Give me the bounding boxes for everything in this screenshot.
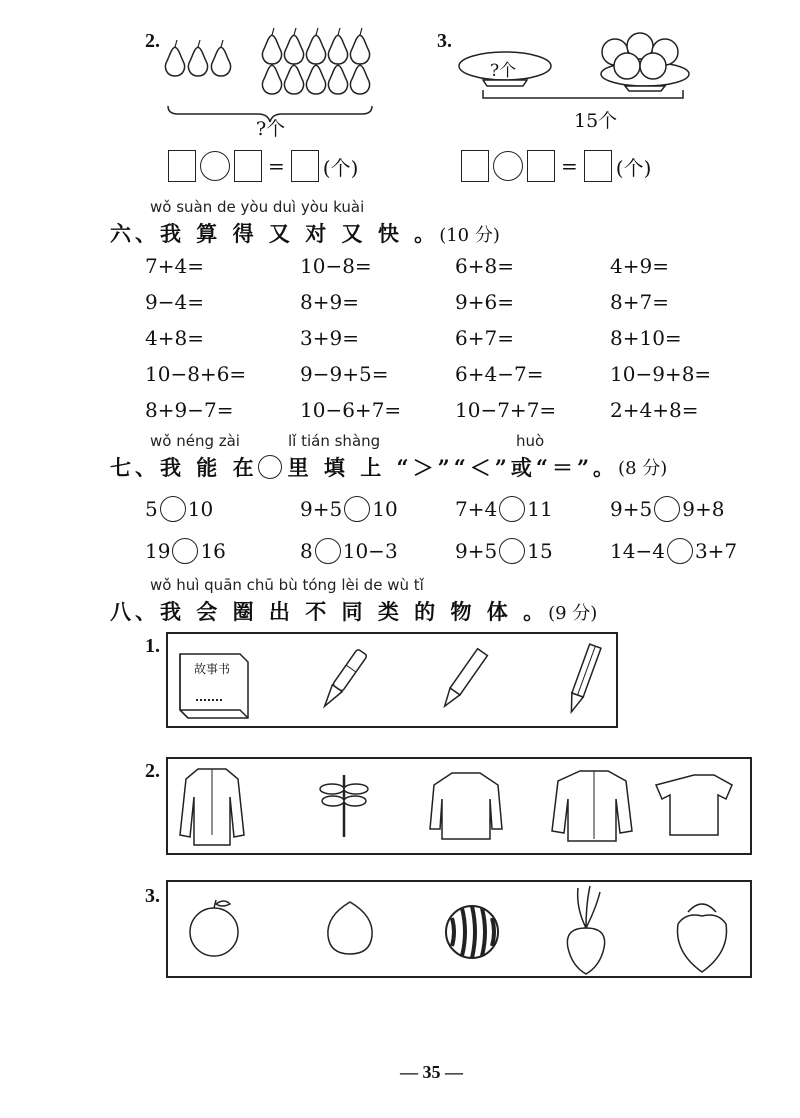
operator-circle[interactable] [200,151,230,181]
comparison-item [145,496,213,522]
group2-items [168,759,750,853]
equation[interactable]: 4+8= [145,326,204,350]
equation[interactable]: 4+9= [610,254,669,278]
compare-circle[interactable] [344,496,370,522]
pencil-2-icon[interactable] [566,644,601,714]
equation[interactable]: 8+10= [610,326,682,350]
fountain-pen-icon[interactable] [320,649,368,710]
section8-score: (9 分) [548,603,598,624]
unit-label: (个) [322,155,359,180]
comparison-right: 11 [527,497,553,521]
section7-score: (8 分) [618,458,668,479]
watermelon-icon[interactable] [446,906,498,958]
equation[interactable]: 6+7= [455,326,514,350]
compare-circle[interactable] [315,538,341,564]
section6-pinyin: wǒ suàn de yòu duì yòu kuài [150,198,365,216]
comparison-right: 15 [527,539,553,563]
group3-items [168,882,750,976]
comparison-right: 9+8 [682,497,725,521]
compare-circle[interactable] [654,496,680,522]
compare-circle[interactable] [499,538,525,564]
equation[interactable]: 9−4= [145,290,204,314]
comparison-right: 10 [372,497,398,521]
comparison-left: 19 [145,539,171,563]
storybook-title: 故事书 [194,662,231,676]
answer-box[interactable] [527,150,555,182]
section6-title: 六、我 算 得 又 对 又 快 。(10 分) [110,221,500,246]
group3-number: 3. [145,885,160,907]
equation[interactable]: 9+6= [455,290,514,314]
operator-circle[interactable] [493,151,523,181]
comparison-left: 9+5 [610,497,653,521]
equation[interactable]: 10−8= [300,254,372,278]
comparison-item [300,496,398,522]
circle-symbol-icon [258,455,282,479]
strawberry-icon[interactable] [678,904,727,972]
comparison-right: 10 [187,497,214,521]
compare-circle[interactable] [172,538,198,564]
comparison-right: 3+7 [694,539,738,563]
comparison-right: 16 [200,539,226,563]
answer-box[interactable] [291,150,319,182]
comparison-left: 7+4 [455,497,498,521]
leather-jacket-icon[interactable] [552,771,632,841]
compare-circle[interactable] [667,538,693,564]
equation[interactable]: 3+9= [300,326,359,350]
group1-number: 1. [145,635,160,657]
equation[interactable]: 8+9−7= [145,398,234,422]
section8-title: 八、我 会 圈 出 不 同 类 的 物 体 。(9 分) [110,599,598,624]
peach-icon[interactable] [328,902,372,954]
group2-frame [166,757,752,855]
apple-icon[interactable] [190,900,238,956]
q3-number: 3. [437,30,452,52]
group2-number: 2. [145,760,160,782]
comparison-left: 8 [300,539,313,563]
answer-box[interactable] [234,150,262,182]
section7-title: 七、我 能 在 里 填 上 “＞”“＜”或“＝”。 (8 分) [110,455,668,480]
comparison-item [300,538,398,564]
comparison-right: 10−3 [342,539,398,563]
section6-score: (10 分) [439,225,500,246]
pear-icon [165,47,184,76]
jacket-icon[interactable] [430,773,502,839]
pears-illustration [160,28,380,168]
equation[interactable]: 6+4−7= [455,362,544,386]
radish-icon[interactable] [567,886,604,974]
unit-label: (个) [615,155,652,180]
answer-box[interactable] [168,150,196,182]
q2-answer-row: = (个) [168,150,358,182]
plate-question-label: ?个 [490,61,517,81]
q2-number: 2. [145,30,160,52]
comparison-left: 9+5 [300,497,343,521]
q3-answer-row: = (个) [461,150,651,182]
answer-box[interactable] [584,150,612,182]
comparison-item [455,538,553,564]
equation[interactable]: 10−6+7= [300,398,402,422]
page-number: — 35 — [400,1062,463,1082]
comparison-item [610,538,737,564]
comparison-left: 14−4 [610,539,665,563]
q2-question-label: ?个 [256,118,286,140]
comparison-item [145,538,226,564]
answer-box[interactable] [461,150,489,182]
equation[interactable]: 10−7+7= [455,398,557,422]
equation[interactable]: 8+7= [610,290,669,314]
compare-circle[interactable] [160,496,186,522]
comparison-item [610,496,724,522]
coat-icon[interactable] [180,769,244,845]
group1-frame [166,632,618,728]
equation[interactable]: 6+8= [455,254,514,278]
comparison-left: 9+5 [455,539,498,563]
equation[interactable]: 10−9+8= [610,362,712,386]
section7-pinyin-b: lǐ tián shàng [288,432,381,450]
equation[interactable]: 10−8+6= [145,362,247,386]
group1-items [168,634,616,726]
section7-pinyin-a: wǒ néng zài [150,432,240,450]
pencil-icon[interactable] [440,649,488,710]
equation[interactable]: 2+4+8= [610,398,699,422]
comparison-left: 5 [145,497,158,521]
total-label: 15个 [574,110,618,132]
equation[interactable]: 7+4= [145,254,204,278]
section7-pinyin-c: huò [516,432,545,450]
comparison-item [455,496,553,522]
shirt-icon[interactable] [656,775,732,835]
equation[interactable]: 9−9+5= [300,362,389,386]
group3-frame [166,880,752,978]
compare-circle[interactable] [499,496,525,522]
dragonfly-icon[interactable] [320,775,368,837]
section8-pinyin: wǒ huì quān chū bù tóng lèi de wù tǐ [150,576,424,594]
equation[interactable]: 8+9= [300,290,359,314]
